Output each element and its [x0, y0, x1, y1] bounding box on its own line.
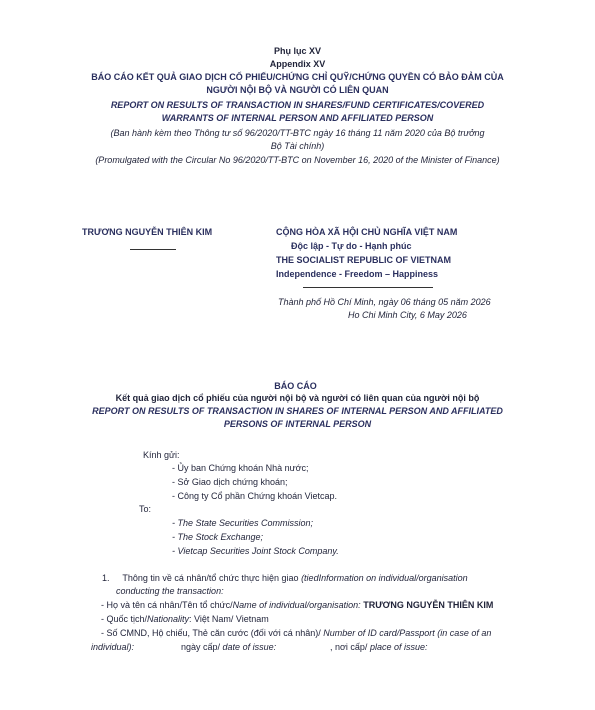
issued-en: (Promulgated with the Circular No 96/2020/TT-BTC on November 16, 2020 of the Minister of Finance): [95, 155, 500, 165]
section-1-number: 1.: [102, 573, 110, 583]
date-en: Ho Chi Minh City, 6 May 2026: [348, 310, 467, 320]
report-subtitle-vi: Kết quả giao dịch cổ phiếu của người nội bộ và người có liên quan của người nội bộ: [115, 393, 480, 403]
title-vi-line-2: NGƯỜI NỘI BỘ VÀ NGƯỜI CÓ LIÊN QUAN: [206, 85, 389, 95]
title-vi-line-1: BÁO CÁO KẾT QUẢ GIAO DỊCH CỔ PHIẾU/CHỨNG CHỈ QUỸ/CHỨNG QUYỀN CÓ BẢO ĐẢM CỦA: [91, 72, 504, 82]
section-1-heading-en-2: conducting the transaction:: [116, 586, 224, 596]
section-1-heading-vi: Thông tin về cá nhân/tổ chức thực hiện giao: [122, 573, 299, 583]
recipient-vi-2: - Sở Giao dịch chứng khoán;: [172, 477, 288, 487]
issued-vi-line-2: Bộ Tài chính): [270, 141, 325, 151]
issue-date-label-vi: ngày cấp/: [181, 642, 221, 652]
issue-date-row: [181, 642, 276, 652]
name-label-vi: - Họ và tên cá nhân/Tên tổ chức/: [101, 600, 233, 610]
id-row-2: [91, 642, 134, 652]
issue-place-label-en: place of issue:: [369, 642, 428, 652]
appendix-en: Appendix XV: [269, 59, 326, 69]
recipient-en-2: - The Stock Exchange;: [172, 532, 264, 542]
section-1-heading: [102, 573, 468, 583]
sender-divider: [130, 249, 176, 250]
recipient-vi-1: - Ủy ban Chứng khoán Nhà nước;: [172, 463, 309, 473]
section-1-heading-en: (tiedInformation on individual/organisation: [301, 573, 468, 583]
name-value: TRƯƠNG NGUYỄN THIÊN KIM: [363, 600, 494, 610]
motto-vi: Độc lập - Tự do - Hạnh phúc: [291, 241, 412, 251]
nationality-label-en: Nationality: [147, 614, 190, 624]
recipient-en-1: - The State Securities Commission;: [172, 518, 314, 528]
id-label-vi: - Số CMND, Hộ chiếu, Thẻ căn cước (đối với cá nhân)/: [101, 628, 321, 638]
name-label-en: Name of individual/organisation:: [232, 600, 361, 610]
title-en-line-2: WARRANTS OF INTERNAL PERSON AND AFFILIATED PERSON: [161, 113, 434, 123]
id-row: [101, 628, 491, 638]
recipients-label-vi: Kính gửi:: [143, 450, 180, 460]
nationality-row: [101, 614, 269, 624]
issue-date-label-en: date of issue:: [222, 642, 277, 652]
recipient-en-3: - Vietcap Securities Joint Stock Company.: [172, 546, 339, 556]
country-en: THE SOCIALIST REPUBLIC OF VIETNAM: [276, 255, 452, 265]
nationality-value: : Việt Nam/ Vietnam: [189, 614, 269, 624]
issue-place-row: [330, 642, 427, 652]
recipient-vi-3: - Công ty Cổ phần Chứng khoán Vietcap.: [172, 491, 337, 501]
title-en-line-1: REPORT ON RESULTS OF TRANSACTION IN SHARES/FUND CERTIFICATES/COVERED: [110, 100, 485, 110]
report-subtitle-en-1: REPORT ON RESULTS OF TRANSACTION IN SHARES OF INTERNAL PERSON AND AFFILIATED: [92, 406, 503, 416]
appendix-vi: Phụ lục XV: [273, 46, 321, 56]
sender-name: TRƯƠNG NGUYỄN THIÊN KIM: [82, 227, 213, 237]
id-label-en-2: individual):: [91, 642, 135, 652]
motto-divider: [303, 287, 433, 288]
report-subtitle-en-2: PERSONS OF INTERNAL PERSON: [223, 419, 372, 429]
issued-vi-line-1: (Ban hành kèm theo Thông tư số 96/2020/TT-BTC ngày 16 tháng 11 năm 2020 của Bộ trưởng: [110, 128, 485, 138]
country-vi: CỘNG HÒA XÃ HỘI CHỦ NGHĨA VIỆT NAM: [276, 227, 458, 237]
date-vi: Thành phố Hồ Chí Minh, ngày 06 tháng 05 năm 2026: [278, 297, 491, 307]
name-row: [101, 600, 493, 610]
motto-en: Independence - Freedom – Happiness: [276, 269, 439, 279]
recipients-label-en: To:: [139, 504, 152, 514]
id-label-en: Number of ID card/Passport (in case of an: [323, 628, 492, 638]
issue-place-label-vi: , nơi cấp/: [330, 642, 368, 652]
report-heading: BÁO CÁO: [274, 381, 317, 391]
nationality-label-vi: - Quốc tịch/: [101, 614, 148, 624]
